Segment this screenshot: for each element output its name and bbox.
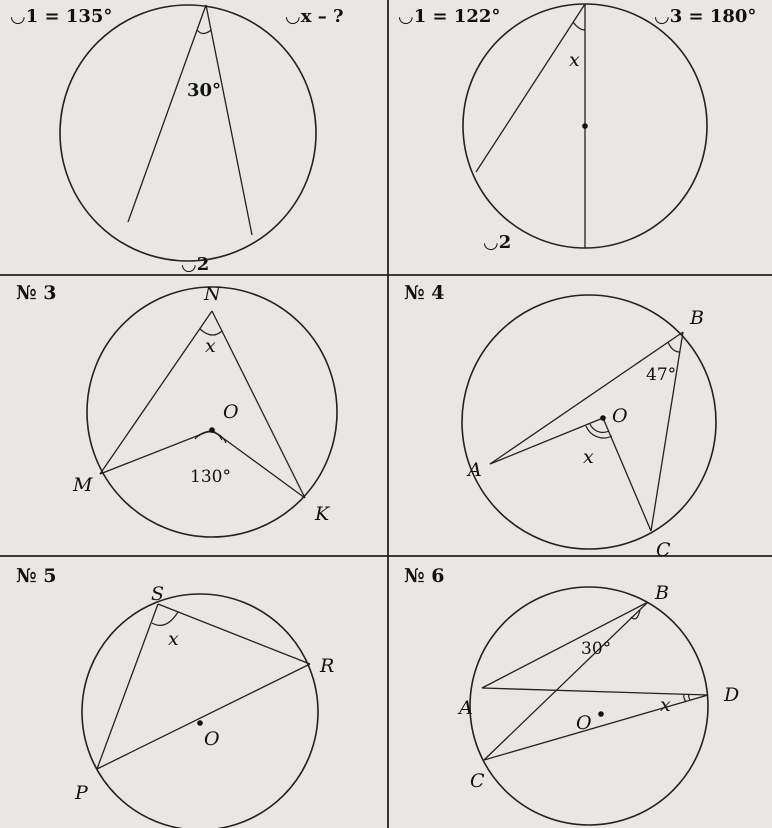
p1-given-arc-right: ◡x – ?	[285, 6, 344, 27]
p1-given-arc-left: ◡1 = 135°	[10, 6, 113, 27]
p3-segment-NM	[100, 311, 212, 474]
p4-angle-given-label: 47°	[646, 365, 677, 385]
p4-label-B: B	[690, 307, 704, 329]
p3-angle-center-label: 130°	[190, 467, 231, 487]
p5-circle	[82, 594, 318, 828]
p4-circle	[462, 295, 716, 549]
p3-segment-OK	[212, 430, 305, 498]
p3-angle-x-label: x	[205, 335, 216, 357]
p5-segment-SP	[97, 604, 158, 769]
p5-angle-S-arc	[152, 612, 178, 625]
p4-center-point	[600, 415, 606, 421]
p2-given-arc-left: ◡1 = 122°	[398, 6, 501, 27]
p6-angle-x-label: x	[660, 694, 671, 716]
p1-chord-left	[128, 5, 206, 222]
p6-label-C: C	[470, 770, 485, 792]
p4-segment-OC	[603, 418, 651, 531]
p6-angle-D-arc-2	[684, 694, 686, 702]
p4-label-O: O	[612, 405, 628, 427]
p6-title: № 6	[404, 565, 445, 587]
p5-center-point	[197, 720, 203, 726]
p2-arc-label-bottom: ◡2	[483, 232, 512, 253]
p3-circle	[87, 287, 337, 537]
p2-chord	[476, 4, 585, 172]
problem-1	[10, 5, 344, 275]
p3-label-O: O	[223, 401, 239, 423]
p6-center-point	[598, 711, 604, 717]
p6-angle-given-label: 30°	[581, 639, 612, 659]
p5-label-S: S	[151, 583, 165, 605]
p5-segment-PR	[97, 664, 310, 769]
p6-label-D: D	[724, 684, 740, 706]
p5-segment-SR	[158, 604, 310, 664]
p6-label-O: O	[576, 712, 592, 734]
p4-angle-B-arc	[668, 342, 680, 352]
p1-chord-right	[206, 5, 252, 235]
p3-center-point	[209, 427, 215, 433]
p3-label-K: K	[315, 503, 330, 525]
p1-circle	[60, 5, 316, 261]
p6-segment-AD	[482, 688, 708, 695]
p5-title: № 5	[16, 565, 57, 587]
p6-segment-AB	[482, 602, 648, 688]
p3-label-N: N	[204, 283, 221, 305]
p4-angle-x-label: x	[583, 446, 594, 468]
p1-angle-arc	[197, 30, 211, 34]
problem-6	[404, 565, 739, 825]
problem-2	[398, 4, 756, 253]
p4-label-C: C	[656, 539, 671, 561]
p5-angle-x-label: x	[168, 628, 179, 650]
p4-segment-AB	[490, 332, 683, 464]
p3-title: № 3	[16, 282, 57, 304]
p2-center-point	[582, 123, 588, 129]
p2-given-arc-right: ◡3 = 180°	[654, 6, 757, 27]
p5-label-O: O	[204, 728, 220, 750]
p5-label-R: R	[320, 655, 335, 677]
p4-segment-BC	[651, 332, 683, 531]
p4-label-A: A	[468, 459, 482, 481]
p1-arc-label-bottom: ◡2	[181, 254, 210, 275]
p2-angle-label: x	[569, 49, 580, 71]
p2-angle-arc	[573, 22, 585, 30]
p1-angle-label: 30°	[187, 80, 222, 101]
p4-title: № 4	[404, 282, 445, 304]
problem-5	[16, 565, 334, 828]
p3-label-M: M	[73, 474, 93, 496]
problem-4	[404, 282, 716, 561]
p5-label-P: P	[75, 782, 88, 804]
problem-3	[16, 282, 337, 537]
p6-label-A: A	[459, 697, 473, 719]
p6-label-B: B	[655, 582, 669, 604]
